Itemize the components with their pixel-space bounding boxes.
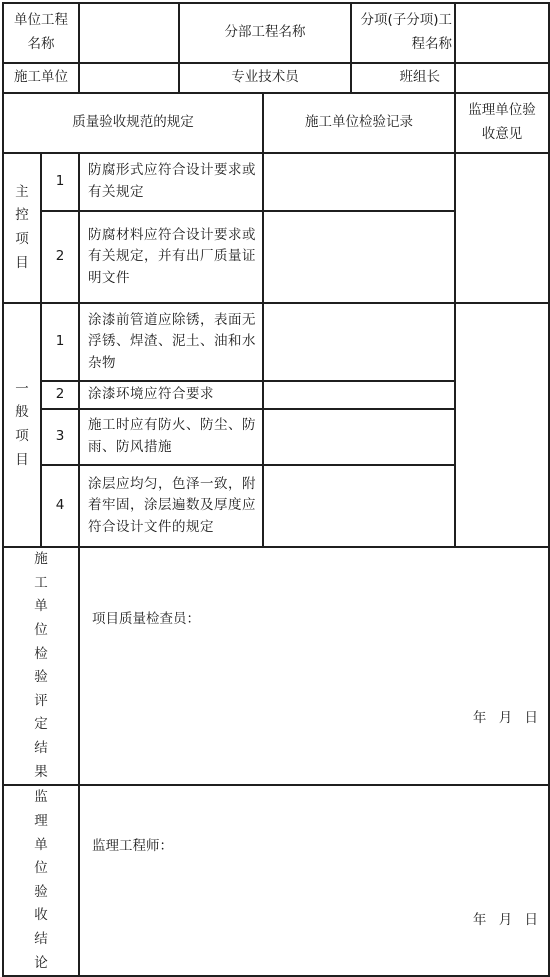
item-number: 2	[41, 381, 79, 409]
item-project-label: 分项(子分项)工程名称	[351, 3, 455, 63]
record-cell[interactable]	[263, 409, 455, 465]
item-requirement: 防腐形式应符合设计要求或有关规定	[79, 153, 263, 211]
item-requirement: 涂层应均匀，色泽一致，附着牢固，涂层遍数及厚度应符合设计文件的规定	[79, 465, 263, 547]
main-control-label: 主控项目	[3, 153, 41, 303]
supervision-eval-row	[3, 785, 549, 976]
item-number: 1	[41, 303, 79, 381]
item-number: 3	[41, 409, 79, 465]
general-label: 一般项目	[3, 303, 41, 547]
sub-project-label: 分部工程名称	[179, 3, 351, 63]
supervision-eval-label: 监理单位验收结论	[3, 785, 79, 976]
item-requirement: 防腐材料应符合设计要求或有关规定，并有出厂质量证明文件	[79, 211, 263, 303]
column-header-row	[3, 93, 549, 153]
header-row-project	[3, 3, 549, 63]
record-cell[interactable]	[263, 211, 455, 303]
construction-eval-date: 年 月 日	[472, 709, 538, 726]
construction-eval-sign-area[interactable]	[79, 547, 549, 785]
record-column-header: 施工单位检验记录	[263, 93, 455, 153]
item-requirement: 施工时应有防火、防尘、防雨、防风措施	[79, 409, 263, 465]
main-control-row	[3, 153, 549, 211]
item-number: 4	[41, 465, 79, 547]
record-cell[interactable]	[263, 153, 455, 211]
construction-eval-row	[3, 547, 549, 785]
supervision-cell[interactable]	[455, 153, 549, 303]
record-cell[interactable]	[263, 381, 455, 409]
item-project-value[interactable]	[455, 3, 549, 63]
item-requirement: 涂漆环境应符合要求	[79, 381, 263, 409]
construction-unit-label: 施工单位	[3, 63, 79, 93]
quality-inspector-label: 项目质量检查员：	[92, 611, 200, 628]
general-row	[3, 303, 549, 381]
item-requirement: 涂漆前管道应除锈，表面无浮锈、焊渣、泥土、油和水杂物	[79, 303, 263, 381]
construction-eval-label: 施工单位检验评定结果	[3, 547, 79, 785]
supervision-eval-date: 年 月 日	[472, 912, 538, 929]
team-leader-label: 班组长	[351, 63, 455, 93]
record-cell[interactable]	[263, 465, 455, 547]
technician-label: 专业技术员	[179, 63, 351, 93]
supervision-eval-sign-area[interactable]	[79, 785, 549, 976]
construction-unit-value[interactable]	[79, 63, 179, 93]
supervision-engineer-label: 监理工程师：	[92, 837, 173, 854]
unit-project-value[interactable]	[79, 3, 179, 63]
record-cell[interactable]	[263, 303, 455, 381]
team-leader-value[interactable]	[455, 63, 549, 93]
supervision-column-header: 监理单位验收意见	[455, 93, 549, 153]
spec-column-header: 质量验收规范的规定	[3, 93, 263, 153]
item-number: 1	[41, 153, 79, 211]
quality-inspection-table	[2, 2, 550, 977]
unit-project-label: 单位工程名称	[3, 3, 79, 63]
header-row-unit	[3, 63, 549, 93]
item-number: 2	[41, 211, 79, 303]
supervision-cell[interactable]	[455, 303, 549, 547]
